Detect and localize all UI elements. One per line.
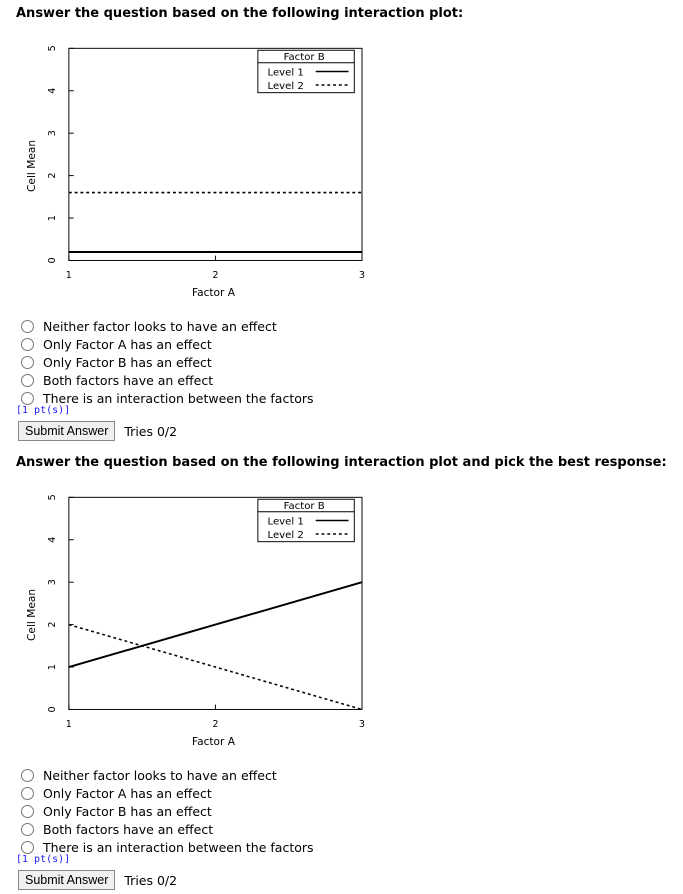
legend-title: Factor B xyxy=(283,500,325,512)
radio-button[interactable] xyxy=(21,823,34,836)
y-tick-label: 2 xyxy=(46,621,58,628)
y-tick-label: 1 xyxy=(46,663,58,671)
legend-title: Factor B xyxy=(283,51,325,63)
option-label: Neither factor looks to have an effect xyxy=(43,767,277,783)
y-tick-label: 1 xyxy=(46,214,58,222)
option-only-b[interactable] xyxy=(18,353,314,371)
option-only-b[interactable] xyxy=(18,802,314,820)
radio-button[interactable] xyxy=(21,769,34,782)
submit-answer-button[interactable]: Submit Answer xyxy=(18,870,115,890)
radio-button[interactable] xyxy=(21,356,34,369)
option-label: Only Factor A has an effect xyxy=(43,336,212,352)
y-tick-label: 4 xyxy=(46,536,58,543)
radio-button[interactable] xyxy=(21,841,34,854)
y-tick-label: 4 xyxy=(46,87,58,94)
y-axis-label: Cell Mean xyxy=(26,139,39,192)
points-label: [1 pt(s)] xyxy=(16,854,71,865)
question-prompt: Answer the question based on the following interaction plot and pick the best response: xyxy=(16,455,667,470)
option-both[interactable] xyxy=(18,820,314,838)
x-tick-label: 2 xyxy=(212,718,219,730)
tries-counter: Tries 0/2 xyxy=(124,423,178,439)
option-neither[interactable] xyxy=(18,317,314,335)
x-tick-label: 2 xyxy=(212,269,219,281)
y-tick-label: 3 xyxy=(46,130,58,137)
y-tick-label: 0 xyxy=(46,257,58,264)
option-label: Both factors have an effect xyxy=(43,821,214,837)
option-only-a[interactable] xyxy=(18,784,314,802)
option-only-a[interactable] xyxy=(18,335,314,353)
radio-button[interactable] xyxy=(21,392,34,405)
legend-label: Level 2 xyxy=(267,529,304,541)
y-tick-label: 2 xyxy=(46,172,58,179)
answer-options xyxy=(18,317,314,407)
option-label: Only Factor A has an effect xyxy=(43,785,212,801)
interaction-plot xyxy=(0,30,400,300)
submit-answer-button[interactable]: Submit Answer xyxy=(18,421,115,441)
submit-row xyxy=(18,870,177,890)
radio-button[interactable] xyxy=(21,320,34,333)
x-tick-label: 1 xyxy=(65,718,72,730)
option-label: Neither factor looks to have an effect xyxy=(43,318,277,334)
y-axis-label: Cell Mean xyxy=(26,588,39,641)
option-neither[interactable] xyxy=(18,766,314,784)
option-label: Both factors have an effect xyxy=(43,372,214,388)
option-label: There is an interaction between the factors xyxy=(43,839,314,855)
option-both[interactable] xyxy=(18,371,314,389)
y-tick-label: 3 xyxy=(46,579,58,586)
option-label: There is an interaction between the factors xyxy=(43,390,314,406)
radio-button[interactable] xyxy=(21,374,34,387)
option-label: Only Factor B has an effect xyxy=(43,354,212,370)
x-axis-label: Factor A xyxy=(191,736,236,749)
legend-label: Level 1 xyxy=(267,67,304,79)
y-tick-label: 5 xyxy=(46,494,58,501)
option-label: Only Factor B has an effect xyxy=(43,803,212,819)
interaction-plot xyxy=(0,479,400,749)
submit-row xyxy=(18,421,177,441)
radio-button[interactable] xyxy=(21,805,34,818)
tries-counter: Tries 0/2 xyxy=(124,872,178,888)
radio-button[interactable] xyxy=(21,338,34,351)
points-label: [1 pt(s)] xyxy=(16,405,71,416)
x-tick-label: 1 xyxy=(65,269,72,281)
answer-options xyxy=(18,766,314,856)
x-tick-label: 3 xyxy=(358,269,366,281)
y-tick-label: 5 xyxy=(46,45,58,52)
x-tick-label: 3 xyxy=(358,718,366,730)
x-axis-label: Factor A xyxy=(191,287,236,300)
legend-label: Level 2 xyxy=(267,80,304,92)
radio-button[interactable] xyxy=(21,787,34,800)
y-tick-label: 0 xyxy=(46,706,58,713)
legend-label: Level 1 xyxy=(267,516,304,528)
question-prompt: Answer the question based on the following interaction plot: xyxy=(16,6,464,21)
